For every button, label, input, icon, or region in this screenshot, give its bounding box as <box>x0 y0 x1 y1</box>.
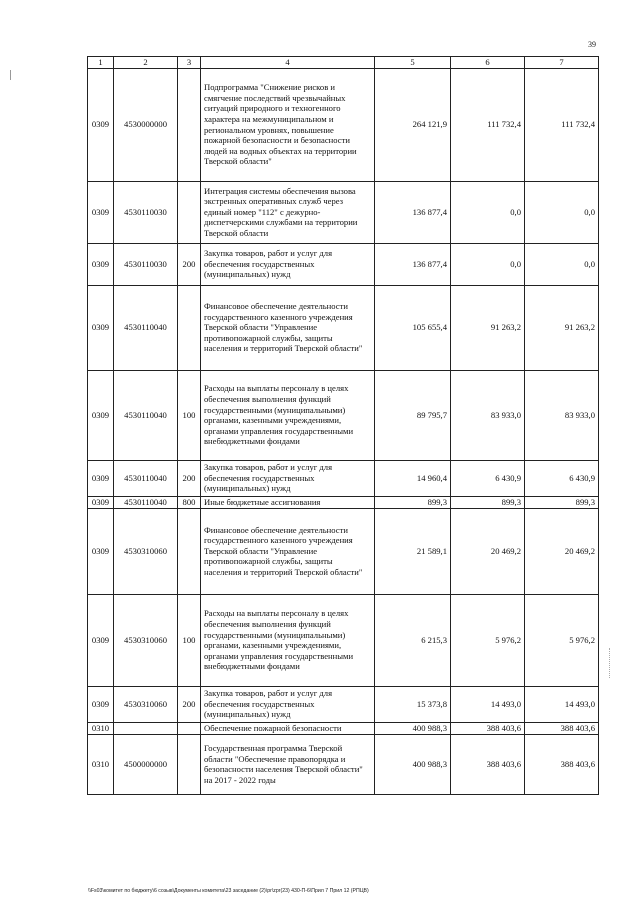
amount-col7-cell: 83 933,0 <box>525 370 599 460</box>
amount-col6-cell: 6 430,9 <box>451 460 525 496</box>
amount-col5-cell: 105 655,4 <box>375 285 451 370</box>
name-cell: Закупка товаров, работ и услуг для обеспечения государственных (муниципальных) нужд <box>201 243 375 285</box>
amount-col5-cell: 136 877,4 <box>375 243 451 285</box>
table-row <box>88 722 599 734</box>
amount-col6-cell: 388 403,6 <box>451 722 525 734</box>
amount-col7-cell: 388 403,6 <box>525 722 599 734</box>
name-cell: Закупка товаров, работ и услуг для обеспечения государственных (муниципальных) нужд <box>201 460 375 496</box>
section-cell: 0309 <box>88 460 114 496</box>
name-cell: Государственная программа Тверской области "Обеспечение правопорядка и безопасности населения Тверской области" на 2017 - 2022 годы <box>201 734 375 794</box>
expense-type-cell <box>178 734 201 794</box>
name-cell: Финансовое обеспечение деятельности государственного казенного учреждения Тверской области "Управление противопожарной службы, защиты населения и территорий Тверской области" <box>201 508 375 594</box>
margin-mark <box>10 70 11 80</box>
expense-type-cell <box>178 181 201 243</box>
margin-mark-right <box>609 648 611 678</box>
expense-type-cell: 800 <box>178 496 201 508</box>
target-cell: 4500000000 <box>114 734 178 794</box>
amount-col6-cell: 83 933,0 <box>451 370 525 460</box>
target-cell: 4530110030 <box>114 243 178 285</box>
expense-type-cell: 200 <box>178 243 201 285</box>
expense-type-cell <box>178 722 201 734</box>
budget-table <box>87 56 599 795</box>
table-row <box>88 68 599 181</box>
table-row <box>88 243 599 285</box>
table-row <box>88 285 599 370</box>
amount-col7-cell: 111 732,4 <box>525 68 599 181</box>
amount-col5-cell: 136 877,4 <box>375 181 451 243</box>
amount-col6-cell: 14 493,0 <box>451 686 525 722</box>
expense-type-cell: 100 <box>178 370 201 460</box>
header-cell: 6 <box>451 57 525 69</box>
name-cell: Закупка товаров, работ и услуг для обеспечения государственных (муниципальных) нужд <box>201 686 375 722</box>
section-cell: 0309 <box>88 496 114 508</box>
target-cell: 4530110040 <box>114 285 178 370</box>
amount-col6-cell: 899,3 <box>451 496 525 508</box>
table-row <box>88 686 599 722</box>
header-row <box>88 57 599 69</box>
amount-col7-cell: 0,0 <box>525 243 599 285</box>
name-cell: Расходы на выплаты персоналу в целях обеспечения выполнения функций государственными (муниципальными) органами, казенными учреждениями, органами управления государственными внебюджетными фондами <box>201 594 375 686</box>
target-cell: 4530310060 <box>114 594 178 686</box>
name-cell: Расходы на выплаты персоналу в целях обеспечения выполнения функций государственными (муниципальными) органами, казенными учреждениями, органами управления государственными внебюджетными фондами <box>201 370 375 460</box>
amount-col7-cell: 20 469,2 <box>525 508 599 594</box>
section-cell: 0309 <box>88 68 114 181</box>
header-cell: 4 <box>201 57 375 69</box>
expense-type-cell <box>178 285 201 370</box>
amount-col5-cell: 6 215,3 <box>375 594 451 686</box>
section-cell: 0309 <box>88 243 114 285</box>
table-row <box>88 181 599 243</box>
target-cell: 4530310060 <box>114 686 178 722</box>
amount-col5-cell: 15 373,8 <box>375 686 451 722</box>
target-cell: 4530110040 <box>114 460 178 496</box>
amount-col5-cell: 21 589,1 <box>375 508 451 594</box>
amount-col6-cell: 91 263,2 <box>451 285 525 370</box>
table-row <box>88 734 599 794</box>
amount-col6-cell: 388 403,6 <box>451 734 525 794</box>
amount-col6-cell: 20 469,2 <box>451 508 525 594</box>
name-cell: Подпрограмма "Снижение рисков и смягчение последствий чрезвычайных ситуаций природного и техногенного характера на межмуниципальном и региональном уровнях, повышение пожарной безопасности и безопасности людей на водных объектах на территории Тверской области" <box>201 68 375 181</box>
amount-col5-cell: 899,3 <box>375 496 451 508</box>
section-cell: 0309 <box>88 686 114 722</box>
expense-type-cell <box>178 508 201 594</box>
amount-col7-cell: 899,3 <box>525 496 599 508</box>
header-cell: 5 <box>375 57 451 69</box>
amount-col6-cell: 5 976,2 <box>451 594 525 686</box>
section-cell: 0309 <box>88 508 114 594</box>
amount-col7-cell: 5 976,2 <box>525 594 599 686</box>
expense-type-cell: 200 <box>178 460 201 496</box>
amount-col5-cell: 14 960,4 <box>375 460 451 496</box>
target-cell: 4530310060 <box>114 508 178 594</box>
header-cell: 3 <box>178 57 201 69</box>
target-cell: 4530110030 <box>114 181 178 243</box>
amount-col5-cell: 400 988,3 <box>375 722 451 734</box>
table-row <box>88 370 599 460</box>
section-cell: 0310 <box>88 722 114 734</box>
name-cell: Иные бюджетные ассигнования <box>201 496 375 508</box>
amount-col7-cell: 0,0 <box>525 181 599 243</box>
page-number: 39 <box>588 40 596 49</box>
section-cell: 0309 <box>88 594 114 686</box>
table-row <box>88 460 599 496</box>
expense-type-cell: 200 <box>178 686 201 722</box>
target-cell <box>114 722 178 734</box>
header-cell: 7 <box>525 57 599 69</box>
target-cell: 4530110040 <box>114 496 178 508</box>
table-row <box>88 508 599 594</box>
name-cell: Финансовое обеспечение деятельности государственного казенного учреждения Тверской области "Управление противопожарной службы, защиты населения и территорий Тверской области" <box>201 285 375 370</box>
name-cell: Интеграция системы обеспечения вызова экстренных оперативных служб через единый номер "112" с дежурно-диспетчерскими службами на территории Тверской области <box>201 181 375 243</box>
amount-col7-cell: 6 430,9 <box>525 460 599 496</box>
section-cell: 0309 <box>88 181 114 243</box>
header-cell: 1 <box>88 57 114 69</box>
table-row <box>88 496 599 508</box>
section-cell: 0309 <box>88 285 114 370</box>
amount-col5-cell: 89 795,7 <box>375 370 451 460</box>
name-cell: Обеспечение пожарной безопасности <box>201 722 375 734</box>
header-cell: 2 <box>114 57 178 69</box>
file-path-footer: \\Fs03\комитет по бюджету\6 созыв\Документы комитета\23 заседание (2)\pr\zpr(23) 430-П-6\Прил 7 Прил 12 (РПЦВ) <box>88 888 369 894</box>
amount-col6-cell: 111 732,4 <box>451 68 525 181</box>
expense-type-cell: 100 <box>178 594 201 686</box>
target-cell: 4530110040 <box>114 370 178 460</box>
table-row <box>88 594 599 686</box>
expense-type-cell <box>178 68 201 181</box>
section-cell: 0310 <box>88 734 114 794</box>
amount-col7-cell: 388 403,6 <box>525 734 599 794</box>
amount-col5-cell: 400 988,3 <box>375 734 451 794</box>
amount-col5-cell: 264 121,9 <box>375 68 451 181</box>
amount-col7-cell: 91 263,2 <box>525 285 599 370</box>
target-cell: 4530000000 <box>114 68 178 181</box>
section-cell: 0309 <box>88 370 114 460</box>
amount-col6-cell: 0,0 <box>451 181 525 243</box>
amount-col6-cell: 0,0 <box>451 243 525 285</box>
amount-col7-cell: 14 493,0 <box>525 686 599 722</box>
